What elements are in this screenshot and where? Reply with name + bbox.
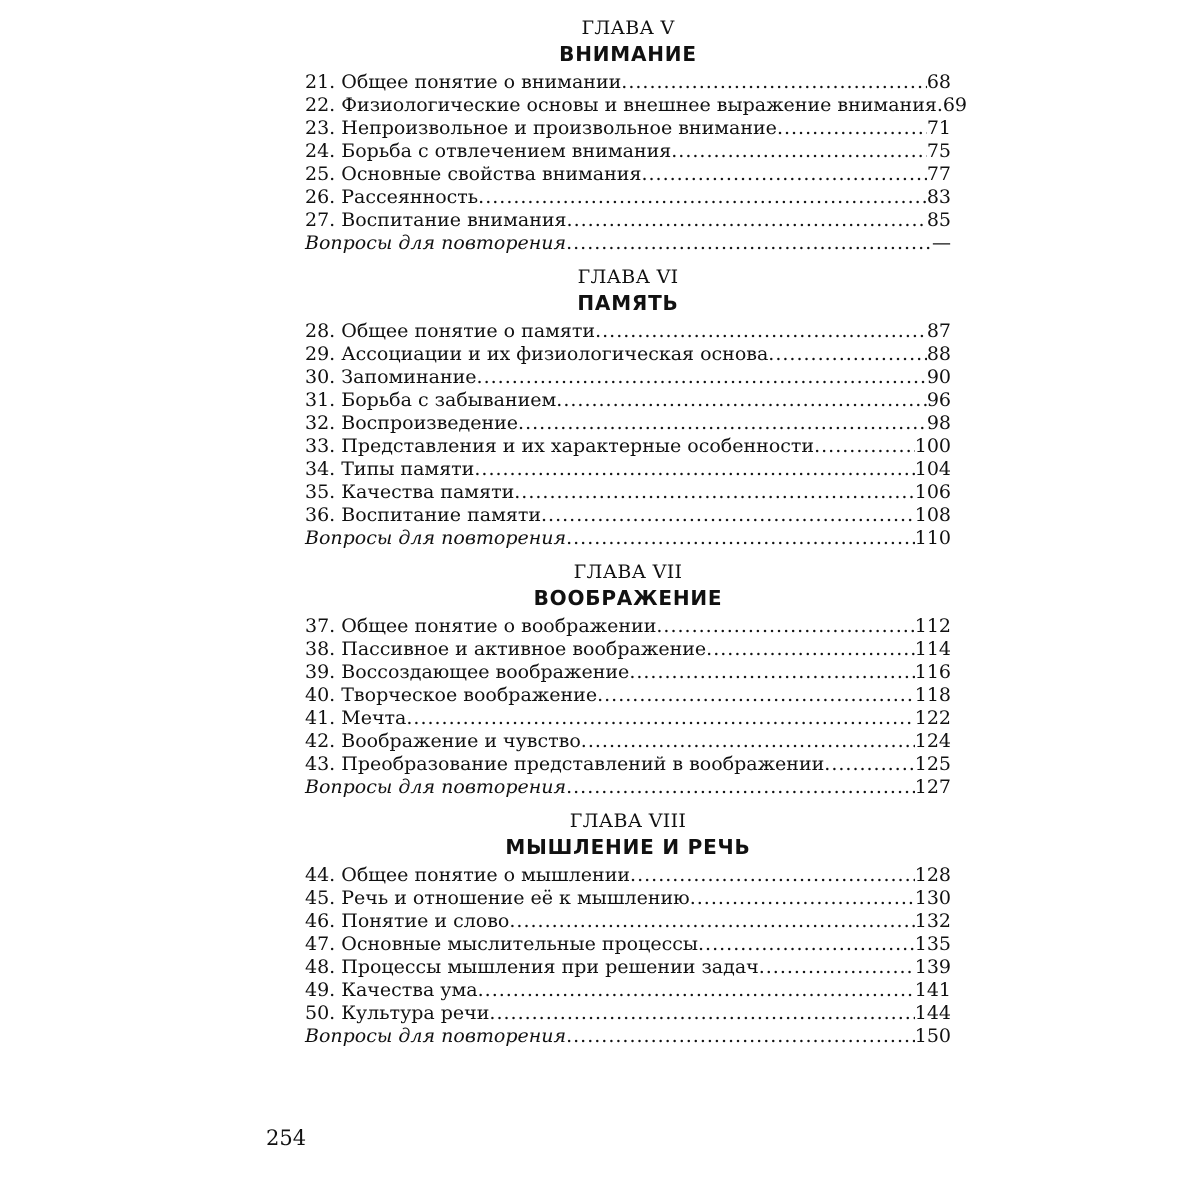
toc-entry: [305, 638, 951, 661]
toc-entry: [305, 661, 951, 684]
toc-entry-title: 34. Типы памяти: [305, 458, 475, 480]
review-questions-title: Вопросы для повторения: [305, 232, 567, 254]
toc-entry-title: 31. Борьба с забыванием: [305, 389, 557, 411]
toc-entry-page: 71: [926, 117, 951, 139]
toc-entry-page: 83: [926, 186, 951, 208]
toc-entry: [305, 209, 951, 232]
toc-entry-title: 48. Процессы мышления при решении задач: [305, 956, 759, 978]
toc-entry: [305, 1002, 951, 1025]
dot-leader: [556, 389, 927, 412]
review-questions-page: 110: [914, 527, 951, 549]
toc-entry: [305, 933, 951, 956]
dot-leader: [621, 71, 927, 94]
toc-entry-page: 68: [926, 71, 951, 93]
toc-entry-page: 87: [926, 320, 951, 342]
toc-entry-title: 28. Общее понятие о памяти: [305, 320, 596, 342]
dot-leader: [477, 366, 927, 389]
toc-entry: [305, 887, 951, 910]
toc-entry: [305, 389, 951, 412]
toc-entry-page: 100: [914, 435, 951, 457]
dot-leader: [541, 504, 915, 527]
chapter-label: ГЛАВА V: [581, 17, 675, 39]
dot-leader: [566, 776, 915, 799]
toc-entry-page: 77: [926, 163, 951, 185]
chapter-label: ГЛАВА VII: [573, 561, 683, 583]
page-number: 254: [266, 1126, 307, 1150]
toc-entry-page: 75: [926, 140, 951, 162]
toc-entry: [305, 864, 951, 887]
toc-entry-page: 112: [914, 615, 951, 637]
dot-leader: [641, 163, 926, 186]
chapter-label: ГЛАВА VIII: [569, 810, 687, 832]
dot-leader: [706, 638, 915, 661]
dot-leader: [698, 933, 915, 956]
review-questions-title: Вопросы для повторения: [305, 527, 567, 549]
chapter-title: ВООБРАЖЕНИЕ: [533, 586, 723, 610]
review-questions-title: Вопросы для повторения: [305, 776, 567, 798]
review-questions-entry: [305, 1025, 951, 1048]
toc-entry: [305, 435, 951, 458]
toc-entry: [305, 140, 951, 163]
chapter-section: [305, 560, 951, 809]
toc-entry: [305, 366, 951, 389]
toc-entry: [305, 71, 951, 94]
toc-entry-page: 69: [942, 94, 968, 116]
dot-leader: [474, 458, 914, 481]
toc-entry-page: 118: [914, 684, 951, 706]
toc-entry-page: 108: [914, 504, 951, 526]
toc-entry-title: 35. Качества памяти: [305, 481, 515, 503]
toc-entry: [305, 684, 951, 707]
toc-entry: [305, 481, 951, 504]
toc-entry: [305, 94, 968, 117]
toc-entry-page: 144: [914, 1002, 951, 1024]
toc-entry: [305, 910, 951, 933]
dot-leader: [478, 186, 927, 209]
dot-leader: [518, 412, 927, 435]
toc-entry-title: 38. Пассивное и активное воображение: [305, 638, 707, 660]
toc-entry: [305, 163, 951, 186]
chapter-title: ПАМЯТЬ: [577, 291, 679, 315]
toc-entry-title: 32. Воспроизведение: [305, 412, 519, 434]
toc-entry-title: 39. Воссоздающее воображение: [305, 661, 630, 683]
dot-leader: [566, 232, 932, 255]
dot-leader: [768, 343, 927, 366]
toc-entry: [305, 186, 951, 209]
toc-entry-page: 114: [914, 638, 951, 660]
toc-entry-title: 21. Общее понятие о внимании: [305, 71, 622, 93]
review-questions-entry: [305, 527, 951, 550]
table-of-contents: [305, 16, 968, 1048]
toc-entry: [305, 707, 951, 730]
chapter-title: ВНИМАНИЕ: [559, 42, 697, 66]
review-questions-title: Вопросы для повторения: [305, 1025, 567, 1047]
dot-leader: [489, 1002, 914, 1025]
dot-leader: [595, 320, 927, 343]
dot-leader: [777, 117, 927, 140]
dot-leader: [671, 140, 927, 163]
toc-entry-page: 128: [914, 864, 951, 886]
dot-leader: [566, 527, 915, 550]
chapter-section: [305, 265, 951, 560]
toc-entry-page: 104: [914, 458, 951, 480]
toc-entry-title: 45. Речь и отношение её к мышлению: [305, 887, 690, 909]
toc-entry-page: 125: [914, 753, 951, 775]
toc-entry-title: 50. Культура речи: [305, 1002, 490, 1024]
review-questions-entry: [305, 232, 951, 255]
toc-entry-page: 106: [914, 481, 951, 503]
toc-entry-page: 85: [926, 209, 951, 231]
chapter-section: [305, 16, 968, 265]
toc-entry: [305, 412, 951, 435]
dot-leader: [514, 481, 914, 504]
toc-entry-title: 22. Физиологические основы и внешнее выражение внимания: [305, 94, 937, 116]
toc-entry-title: 37. Общее понятие о воображении: [305, 615, 657, 637]
dot-leader: [478, 979, 915, 1002]
toc-entry: [305, 956, 951, 979]
toc-entry: [305, 730, 951, 753]
review-questions-page: 150: [914, 1025, 951, 1047]
chapter-title: МЫШЛЕНИЕ И РЕЧЬ: [505, 835, 751, 859]
toc-entry-title: 46. Понятие и слово: [305, 910, 510, 932]
toc-entry: [305, 320, 951, 343]
toc-entry-title: 26. Рассеянность: [305, 186, 479, 208]
dot-leader: [567, 209, 927, 232]
review-questions-entry: [305, 776, 951, 799]
dot-leader: [629, 661, 914, 684]
toc-entry-title: 24. Борьба с отвлечением внимания: [305, 140, 672, 162]
dot-leader: [759, 956, 915, 979]
dot-leader: [597, 684, 915, 707]
toc-entry-title: 44. Общее понятие о мышлении: [305, 864, 631, 886]
review-questions-page: —: [932, 232, 951, 254]
toc-entry-page: 96: [926, 389, 951, 411]
dot-leader: [824, 753, 914, 776]
toc-entry: [305, 343, 951, 366]
toc-entry: [305, 117, 951, 140]
toc-entry-page: 116: [914, 661, 951, 683]
toc-entry: [305, 458, 951, 481]
dot-leader: [581, 730, 915, 753]
toc-entry-title: 36. Воспитание памяти: [305, 504, 542, 526]
dot-leader: [630, 864, 915, 887]
dot-leader: [690, 887, 915, 910]
toc-entry-page: 124: [914, 730, 951, 752]
toc-entry-title: 41. Мечта: [305, 707, 407, 729]
toc-entry-page: 139: [914, 956, 951, 978]
toc-entry-page: 130: [914, 887, 951, 909]
toc-entry: [305, 615, 951, 638]
toc-entry: [305, 979, 951, 1002]
dot-leader: [509, 910, 914, 933]
toc-entry-page: 122: [914, 707, 951, 729]
chapter-section: [305, 809, 951, 1048]
toc-entry-title: 29. Ассоциации и их физиологическая основа: [305, 343, 769, 365]
toc-entry-page: 141: [914, 979, 951, 1001]
toc-entry-title: 43. Преобразование представлений в воображении: [305, 753, 825, 775]
toc-entry-page: 88: [926, 343, 951, 365]
toc-entry-title: 27. Воспитание внимания: [305, 209, 567, 231]
toc-entry-page: 90: [926, 366, 951, 388]
toc-entry-title: 42. Воображение и чувство: [305, 730, 581, 752]
toc-entry-title: 40. Творческое воображение: [305, 684, 598, 706]
chapter-label: ГЛАВА VI: [577, 266, 679, 288]
toc-entry-page: 132: [914, 910, 951, 932]
toc-entry: [305, 504, 951, 527]
dot-leader: [814, 435, 915, 458]
toc-entry-title: 47. Основные мыслительные процессы: [305, 933, 698, 955]
toc-entry-title: 25. Основные свойства внимания: [305, 163, 642, 185]
dot-leader: [566, 1025, 915, 1048]
toc-entry-title: 49. Качества ума: [305, 979, 478, 1001]
toc-entry: [305, 753, 951, 776]
toc-entry-page: 135: [914, 933, 951, 955]
toc-entry-page: 98: [926, 412, 951, 434]
toc-entry-title: 33. Представления и их характерные особенности: [305, 435, 815, 457]
toc-entry-title: 30. Запоминание: [305, 366, 477, 388]
review-questions-page: 127: [914, 776, 951, 798]
dot-leader: [656, 615, 914, 638]
toc-entry-title: 23. Непроизвольное и произвольное внимание: [305, 117, 777, 139]
dot-leader: [406, 707, 914, 730]
